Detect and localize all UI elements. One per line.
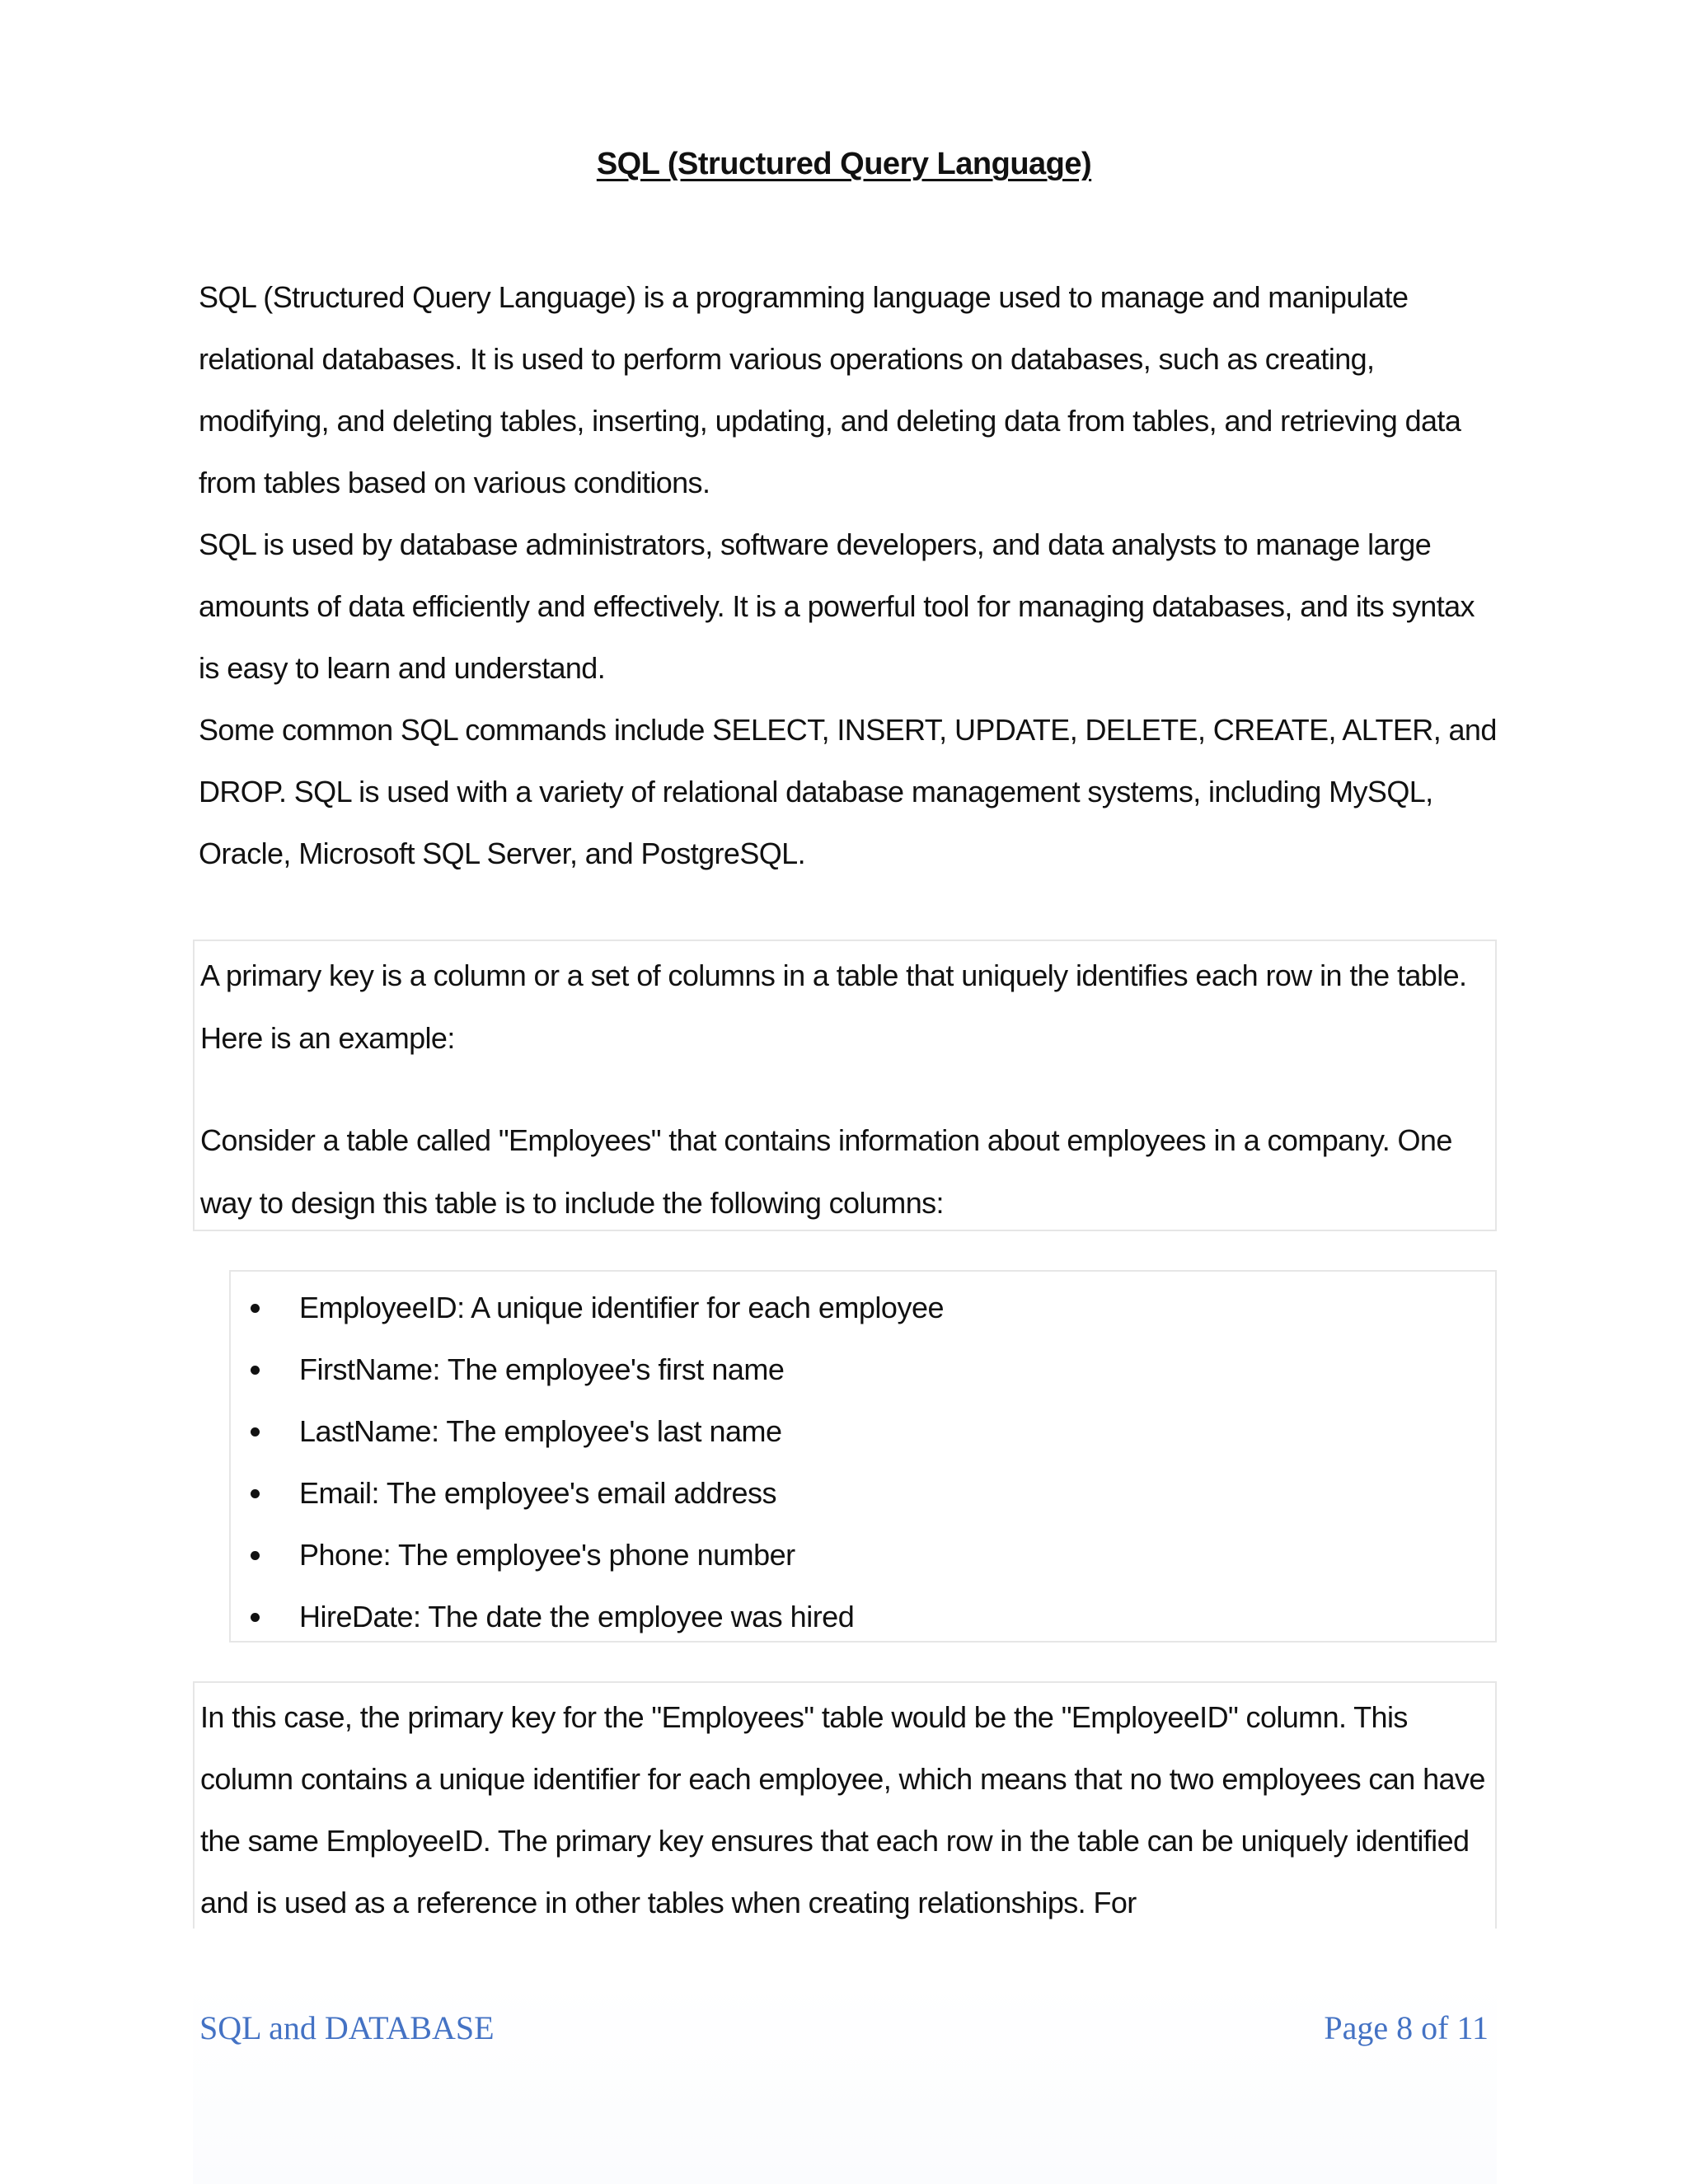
footer-page-number: Page 8 of 11 bbox=[1324, 2009, 1489, 2046]
list-item bbox=[231, 1462, 1495, 1524]
employees-example-intro: Consider a table called "Employees" that contains information about employees in a company. One way to design this table is to include the following columns: bbox=[200, 1123, 1452, 1220]
columns-list-box bbox=[229, 1270, 1497, 1643]
bullet-icon bbox=[251, 1613, 260, 1622]
intro-section bbox=[199, 266, 1501, 884]
primary-key-definition: A primary key is a column or a set of columns in a table that uniquely identifies each row in the table. Here is an example: bbox=[200, 958, 1467, 1055]
list-item-text: EmployeeID: A unique identifier for each employee bbox=[299, 1291, 944, 1324]
list-item-text: Email: The employee's email address bbox=[299, 1476, 776, 1510]
list-item bbox=[231, 1586, 1495, 1647]
bullet-icon bbox=[251, 1304, 260, 1313]
list-item bbox=[231, 1400, 1495, 1462]
list-item-text: FirstName: The employee's first name bbox=[299, 1352, 785, 1386]
primary-key-box bbox=[193, 940, 1497, 1231]
intro-paragraph: SQL (Structured Query Language) is a programming language used to manage and manipulate relational databases. It is used to perform various operations on databases, such as creating, modifying, and deleting tables, inserting, updating, and deleting data from tables, and retrieving data from tables based on various conditions. bbox=[199, 280, 1461, 499]
bullet-icon bbox=[251, 1551, 260, 1560]
footer-document-title: SQL and DATABASE bbox=[199, 2009, 495, 2046]
bullet-icon bbox=[251, 1489, 260, 1498]
columns-list bbox=[231, 1272, 1495, 1647]
list-item-text: HireDate: The date the employee was hired bbox=[299, 1600, 855, 1633]
primary-key-case-box bbox=[193, 1681, 1497, 1929]
bullet-icon bbox=[251, 1366, 260, 1375]
list-item-text: LastName: The employee's last name bbox=[299, 1414, 782, 1448]
paragraph-gap bbox=[200, 1070, 1495, 1109]
list-item bbox=[231, 1524, 1495, 1586]
list-item bbox=[231, 1277, 1495, 1338]
list-item-text: Phone: The employee's phone number bbox=[299, 1538, 795, 1572]
intro-paragraph: SQL is used by database administrators, software developers, and data analysts to manage large amounts of data efficiently and effectively. It is a powerful tool for managing databases, and its syntax is easy to learn and understand. bbox=[199, 527, 1475, 685]
case-paragraph: In this case, the primary key for the "Employees" table would be the "EmployeeID" column. This column contains a unique identifier for each employee, which means that no two employees can have the same EmployeeID. The primary key ensures that each row in the table can be uniquely identified and is used as a reference in other tables when creating relationships. For bbox=[200, 1700, 1485, 1919]
page-title: SQL (Structured Query Language) bbox=[596, 147, 1092, 181]
intro-paragraph: Some common SQL commands include SELECT, INSERT, UPDATE, DELETE, CREATE, ALTER, and DROP. SQL is used with a variety of relational database management systems, including MySQL, Oracle, Microsoft SQL Server, and PostgreSQL. bbox=[199, 713, 1497, 870]
list-item bbox=[231, 1338, 1495, 1400]
bullet-icon bbox=[251, 1427, 260, 1436]
